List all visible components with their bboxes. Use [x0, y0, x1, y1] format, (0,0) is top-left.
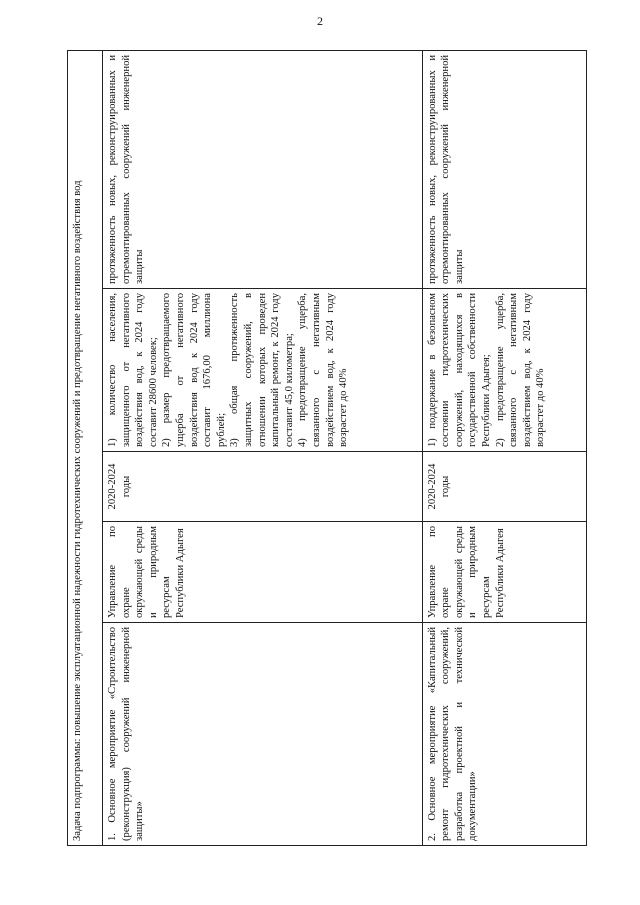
page-number: 2: [317, 14, 323, 28]
expected-result-cell: 1) количество населения, защищенного от негативного воздействия вод, к 2024 году составит 28600 человек; 2) размер предотвращаемого ущерба от негативного воздействия вод к 2024 году составит 1676,00 миллиона рублей; 3) общая протяженность защитных сооружений, в отношении которых проведен капитальный ремонт, к 2024 году составит 45,0 километра; 4) предотвращение ущерба, связанного с негативным воздействием вод, к 2024 году возрастет до 40%: [103, 289, 423, 452]
period-cell: 2020-2024 годы: [103, 452, 423, 522]
executor-cell: Управление по охране окружающей среды и природным ресурсам Республики Адыгея: [103, 522, 423, 623]
activity-name-cell: 2. Основное мероприятие «Капитальный ремонт гидротехнических сооружений, разработка проектной и технической документации»: [422, 623, 586, 846]
program-activities-table: [67, 50, 587, 846]
period-cell: 2020-2024 годы: [422, 452, 586, 522]
indicator-cell: протяженность новых, реконструированных и отремонтированных сооружений инженерной защиты: [103, 50, 423, 288]
table-row: [103, 50, 423, 845]
table-row: [422, 50, 586, 845]
executor-cell: Управление по охране окружающей среды и природным ресурсам Республики Адыгея: [422, 522, 586, 623]
expected-result-cell: 1) поддержание в безопасном состоянии гидротехнических сооружений, находящихся в государственной собственности Республики Адыгея; 2) предотвращение ущерба, связанного с негативным воздействием вод, к 2024 году возрастет до 40%: [422, 289, 586, 452]
indicator-cell: протяженность новых, реконструированных и отремонтированных сооружений инженерной защиты: [422, 50, 586, 288]
subprogram-task-cell: Задача подпрограммы: повышение эксплуатационной надежности гидротехнических сооружений и предотвращение негативного воздействия вод: [68, 50, 103, 845]
activity-name-cell: 1. Основное мероприятие «Строительство (реконструкция) сооружений инженерной защиты»: [103, 623, 423, 846]
rotated-table-wrapper: [67, 51, 587, 846]
task-row: [68, 50, 103, 845]
